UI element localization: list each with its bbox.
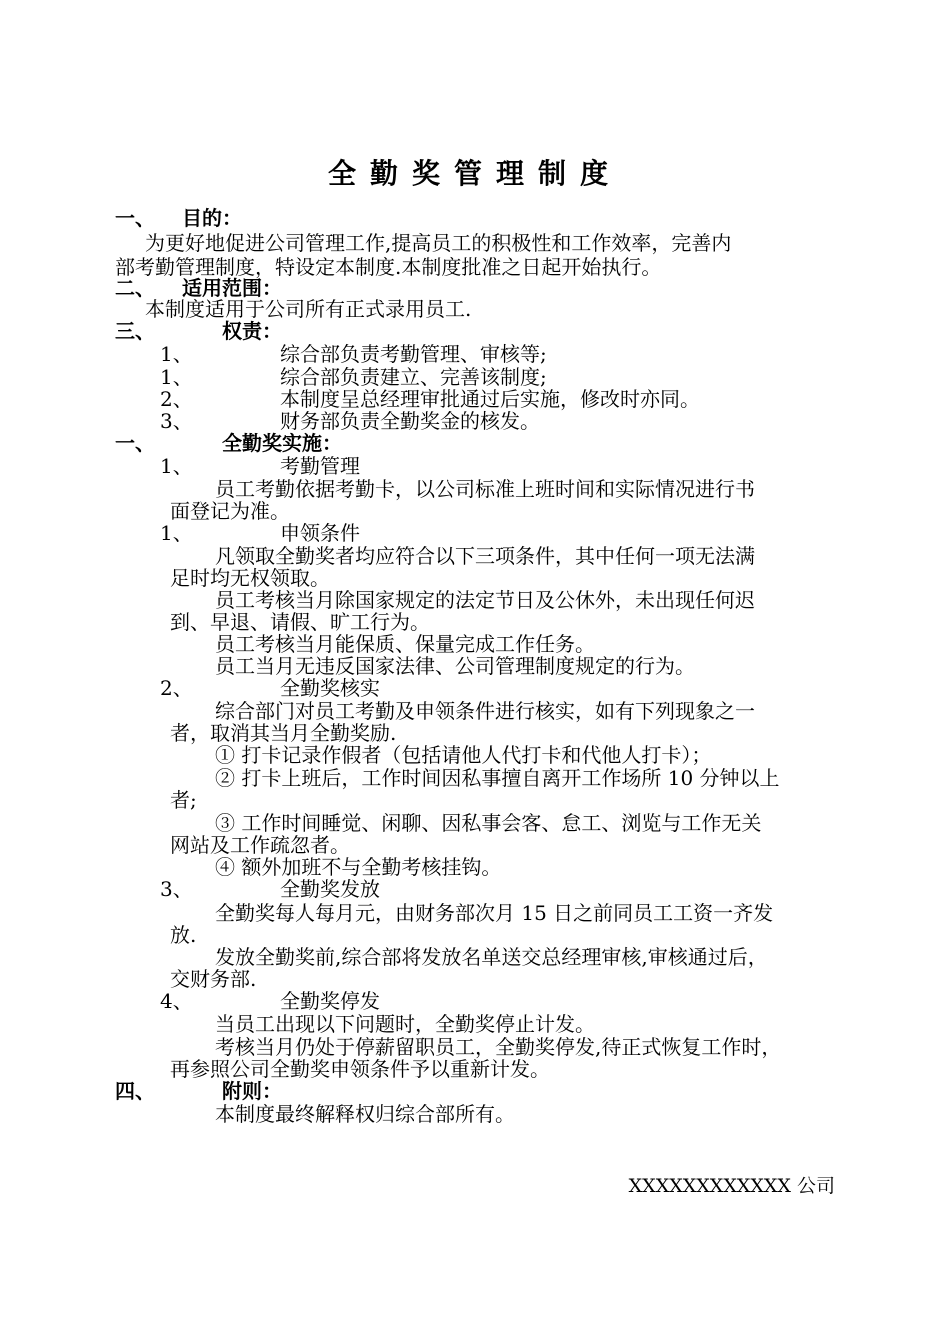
section-heading-implementation: 全勤奖实施： — [222, 431, 342, 455]
paragraph-line: 全勤奖每人每月元，由财务部次月 15 日之前同员工工资一齐发 — [215, 901, 774, 925]
paragraph-line: ④ 额外加班不与全勤考核挂钩。 — [215, 855, 502, 879]
list-item: 综合部负责建立、完善该制度; — [280, 365, 547, 389]
section-heading-scope: 适用范围： — [182, 276, 282, 300]
paragraph-line: ① 打卡记录作假者（包括请他人代打卡和代他人打卡）； — [215, 743, 712, 767]
section-number: 四、 — [115, 1079, 155, 1103]
paragraph-line: ② 打卡上班后，工作时间因私事擅自离开工作场所 10 分钟以上 — [215, 766, 780, 790]
section-number: 三、 — [115, 319, 155, 343]
paragraph-line: 网站及工作疏忽者。 — [170, 833, 350, 857]
section-number: 一、 — [115, 431, 155, 455]
paragraph-line: ③ 工作时间睡觉、闲聊、因私事会客、怠工、浏览与工作无关 — [215, 811, 762, 835]
section-heading-responsibilities: 权责： — [222, 319, 282, 343]
subsection-heading: 全勤奖核实 — [280, 676, 380, 700]
section-number: 一、 — [115, 206, 155, 230]
subsection-heading: 全勤奖停发 — [280, 989, 380, 1013]
paragraph-line: 面登记为准。 — [170, 499, 290, 523]
subsection-heading: 考勤管理 — [280, 454, 360, 478]
page-title: 全勤奖管理制度 — [327, 157, 622, 190]
paragraph-line: 员工考核当月能保质、保量完成工作任务。 — [215, 632, 595, 656]
list-item: 本制度呈总经理审批通过后实施，修改时亦同。 — [280, 387, 700, 411]
paragraph-line: 综合部门对员工考勤及申领条件进行核实，如有下列现象之一 — [215, 699, 755, 723]
subsection-heading: 全勤奖发放 — [280, 877, 380, 901]
paragraph-line: 员工考勤依据考勤卡，以公司标准上班时间和实际情况进行书 — [215, 477, 755, 501]
subsection-number: 1、 — [160, 521, 193, 545]
paragraph-line: 部考勤管理制度，特设定本制度.本制度批准之日起开始执行。 — [115, 255, 662, 279]
paragraph-line: 者，取消其当月全勤奖励. — [170, 721, 397, 745]
paragraph-line: 放. — [170, 923, 197, 947]
paragraph-line: 再参照公司全勤奖申领条件予以重新计发。 — [170, 1057, 550, 1081]
section-heading-appendix: 附则： — [222, 1079, 282, 1103]
list-item-number: 3、 — [160, 409, 193, 433]
paragraph-line: 本制度最终解释权归综合部所有。 — [215, 1102, 515, 1126]
subsection-number: 3、 — [160, 877, 193, 901]
subsection-number: 4、 — [160, 989, 193, 1013]
list-item: 财务部负责全勤奖金的核发。 — [280, 409, 540, 433]
subsection-heading: 申领条件 — [280, 521, 360, 545]
paragraph-line: 为更好地促进公司管理工作,提高员工的积极性和工作效率，完善内 — [145, 231, 732, 255]
paragraph-line: 交财务部. — [170, 967, 257, 991]
paragraph-line: 本制度适用于公司所有正式录用员工. — [145, 297, 472, 321]
list-item-number: 1、 — [160, 365, 193, 389]
paragraph-line: 足时均无权领取。 — [170, 566, 330, 590]
paragraph-line: 凡领取全勤奖者均应符合以下三项条件，其中任何一项无法满 — [215, 544, 755, 568]
paragraph-line: 者; — [170, 788, 197, 812]
list-item-number: 2、 — [160, 387, 193, 411]
section-number: 二、 — [115, 276, 155, 300]
subsection-number: 2、 — [160, 676, 193, 700]
paragraph-line: 发放全勤奖前,综合部将发放名单送交总经理审核,审核通过后， — [215, 945, 768, 969]
company-signature: XXXXXXXXXXXX 公司 — [628, 1175, 835, 1197]
paragraph-line: 考核当月仍处于停薪留职员工，全勤奖停发,待正式恢复工作时， — [215, 1035, 782, 1059]
paragraph-line: 当员工出现以下问题时，全勤奖停止计发。 — [215, 1012, 595, 1036]
list-item-number: 1、 — [160, 342, 193, 366]
paragraph-line: 员工考核当月除国家规定的法定节日及公休外，未出现任何迟 — [215, 588, 755, 612]
subsection-number: 1、 — [160, 454, 193, 478]
paragraph-line: 员工当月无违反国家法律、公司管理制度规定的行为。 — [215, 654, 695, 678]
paragraph-line: 到、早退、请假、旷工行为。 — [170, 610, 430, 634]
list-item: 综合部负责考勤管理、审核等; — [280, 342, 547, 366]
section-heading-purpose: 目的： — [182, 206, 242, 230]
